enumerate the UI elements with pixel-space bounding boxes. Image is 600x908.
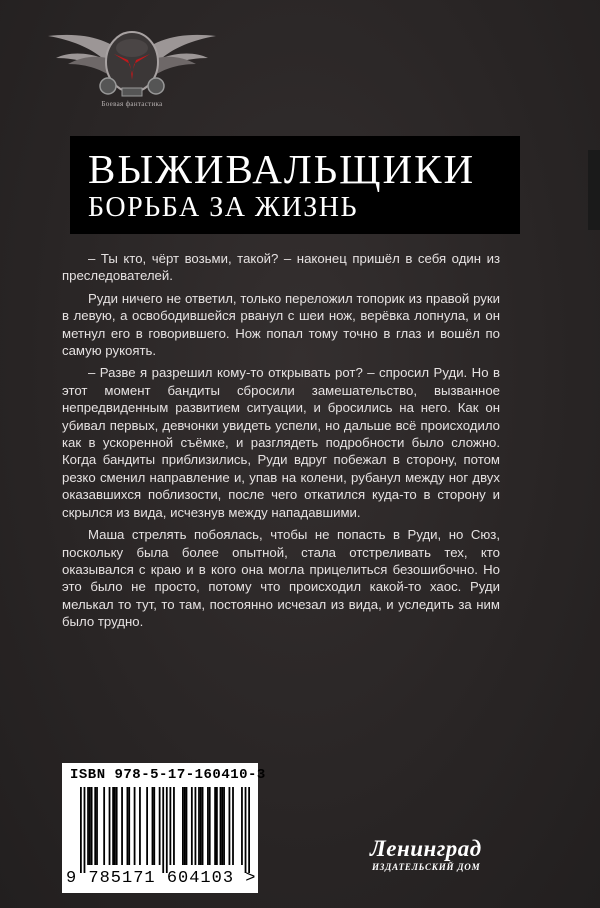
barcode-bar [184,787,186,865]
paragraph: – Ты кто, чёрт возьми, такой? – наконец пришёл в себя один из преследователей. [62,251,500,284]
barcode-bar [91,787,93,865]
barcode-bar [166,787,168,873]
barcode-bar [121,787,123,865]
barcode-bar [220,787,222,865]
barcode-bar [223,787,225,865]
barcode-bar [114,787,116,865]
barcode-bar [87,787,89,865]
barcode-bar [173,787,175,865]
publisher-subtitle: ИЗДАТЕЛЬСКИЙ ДОМ [372,862,481,872]
barcode-bar [96,787,98,865]
isbn-label: ISBN 978-5-17-160410-3 [70,767,266,783]
logo-caption: Боевая фантастика [101,100,163,108]
barcode-bar [191,787,193,865]
barcode-bar [153,787,155,865]
paragraph: – Разве я разрешил кому-то открывать рот? – спросил Руди. Но в этот момент бандиты сбросили замешательство, вызванное непредвиденным развитием ситуации, и бросились на него. Как он убивал первых, девчонки увидеть успели, но дальше всё происходило как в ускоренной съёмке, и разглядеть подробности было сложно. Когда бандиты приблизились, Руди вдруг побежал в сторону, потом резко сменил направление и, упав на колени, рубанул между ног двух оказавшихся поблизости, после чего откатился куда-то в сторону и скрылся из вида, исчезнув между нападавшими. [62,365,500,520]
barcode-bars [80,787,250,873]
barcode-bar [89,787,91,865]
barcode-bar [84,787,86,873]
barcode-bar [159,787,161,865]
barcode-bar [216,787,218,865]
barcode-bar [80,787,82,873]
series-logo [42,8,222,120]
barcode-bar [146,787,148,865]
barcode-bar [128,787,130,865]
title-band [70,136,520,234]
barcode-bar [182,787,184,865]
barcode-digits: 9 785171 604103 > [66,869,257,888]
barcode-bar [207,787,209,865]
barcode-bar [245,787,247,873]
barcode-bar [195,787,197,865]
paragraph: Маша стрелять побоялась, чтобы не попасть в Руди, но Сюз, поскольку была более опытной, стала отстреливать тех, кто оказывался с краю и в кого она могла прицелиться безошибочно. Но это было не просто, потому что происходил какой-то хаос. Руди мелькал то тут, то там, постоянно исчезал из вида, и уследить за ним было трудно. [62,527,500,630]
barcode-bar [232,787,234,865]
barcode-bar [214,787,216,865]
barcode-bar [127,787,129,865]
barcode-bar [209,787,211,865]
barcode-box [62,763,266,893]
book-title: БОРЬБА ЗА ЖИЗНЬ [88,192,359,223]
excerpt-text [62,250,500,636]
series-title: ВЫЖИВАЛЬЩИКИ [88,146,476,192]
paragraph: Руди ничего не ответил, только переложил топорик из правой руки в левую, а освободившейся рванул с шеи нож, верёвка лопнула, и он метнул его в говорившего. Нож попал тому точно в глаз и вошёл по самую рукоять. [62,290,500,359]
barcode-bar [116,787,118,865]
barcode-bar [152,787,154,865]
barcode-bar [200,787,202,865]
barcode-bar [198,787,200,865]
barcode-bar [241,787,243,865]
barcode-bar [202,787,204,865]
barcode-bar [221,787,223,865]
spine-edge [588,150,600,230]
barcode-bar [169,787,171,865]
winged-helmet-emblem-icon [42,8,222,108]
barcode-bar [103,787,105,865]
barcode-bar [248,787,250,873]
publisher-logo [370,836,520,886]
barcode-bar [162,787,164,873]
publisher-name: Ленинград [370,836,482,861]
barcode-bar [186,787,188,865]
barcode-bar [139,787,141,865]
barcode-bar [112,787,114,865]
barcode-bar [94,787,96,865]
barcode-bar [109,787,111,865]
barcode-bar [134,787,136,865]
barcode-bar [229,787,231,865]
